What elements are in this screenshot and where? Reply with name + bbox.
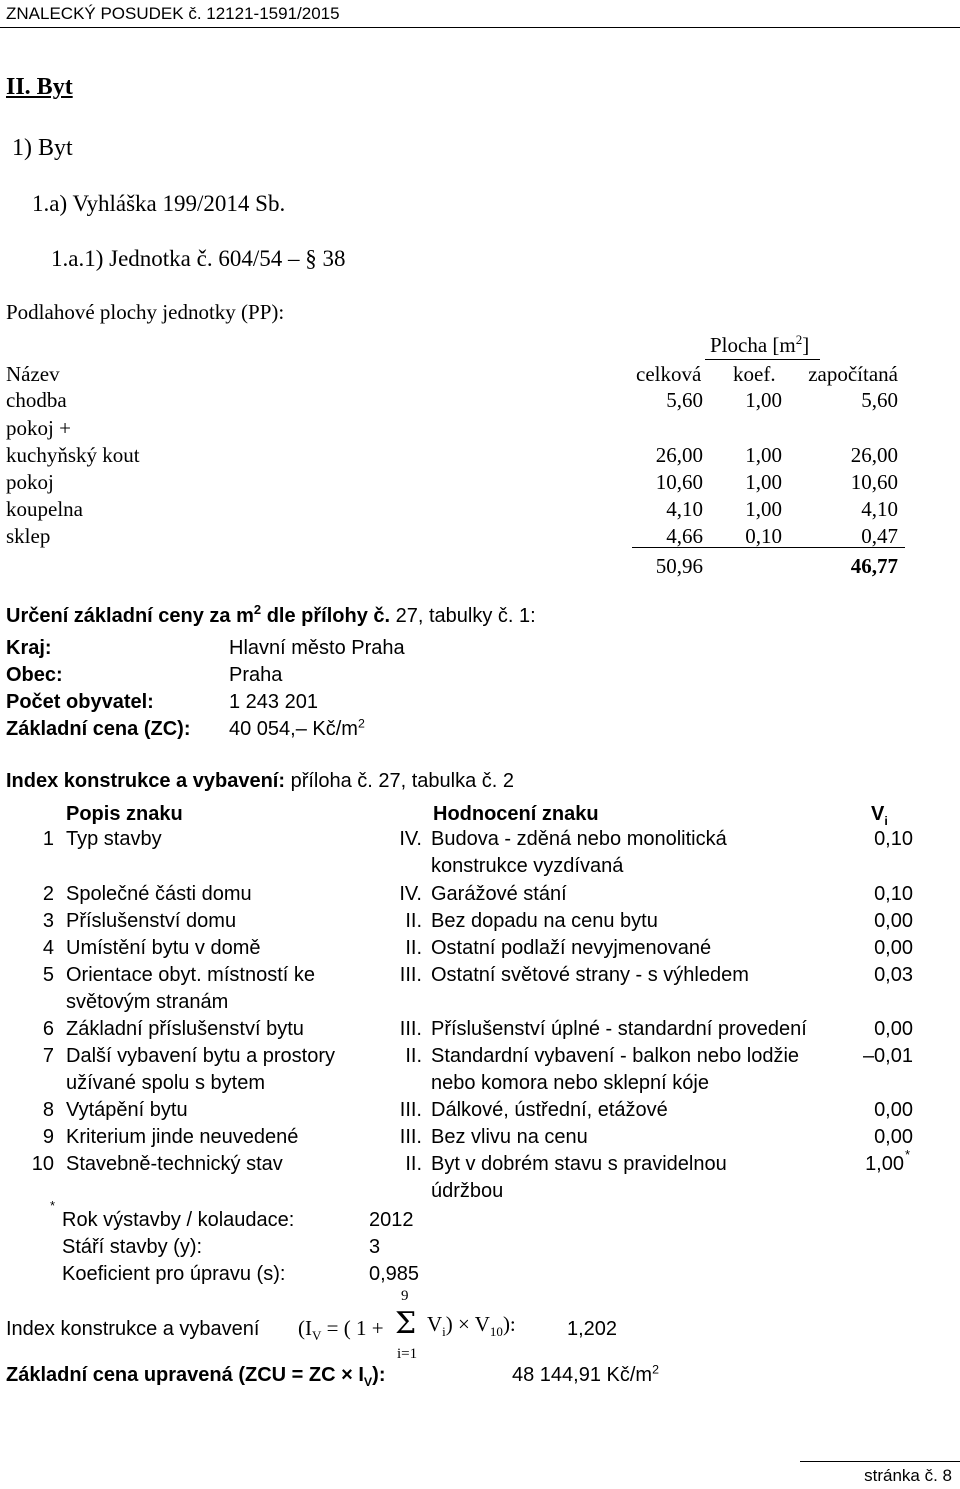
index-row-eval: Budova - zděná nebo monolitická xyxy=(431,828,727,850)
index-row-desc-2: světovým stranám xyxy=(66,991,229,1013)
index-col-vi-sub: i xyxy=(884,814,888,828)
index-row-vi: 0,00 xyxy=(874,1018,913,1040)
formula-expr xyxy=(298,1316,384,1344)
index-row-eval-2: konstrukce vyzdívaná xyxy=(431,855,624,877)
floor-row-total: 4,10 xyxy=(666,497,703,521)
floor-title: Podlahové plochy jednotky (PP): xyxy=(6,300,285,324)
index-row-vi: 0,00 xyxy=(874,1099,913,1121)
index-row-vi: 0,10 xyxy=(874,828,913,850)
floor-row-counted: 5,60 xyxy=(861,388,898,412)
index-row-eval: Bez dopadu na cenu bytu xyxy=(431,910,658,932)
index-row-number: 6 xyxy=(42,1018,54,1040)
header-title: ZNALECKÝ POSUDEK č. 12121-1591/2015 xyxy=(6,4,340,23)
floor-group-header-text: Plocha [m xyxy=(710,333,796,357)
index-row-vi: 0,00 xyxy=(874,1126,913,1148)
floor-group-header-sup: 2 xyxy=(795,332,803,347)
heading-jednotka xyxy=(51,246,345,272)
floor-row-counted: 26,00 xyxy=(850,443,898,467)
floor-row-total: 26,00 xyxy=(655,443,703,467)
index-row-eval-2: údržbou xyxy=(431,1180,504,1202)
footer-rule xyxy=(800,1461,960,1462)
zcu-label-b: ): xyxy=(372,1364,386,1386)
index-row-eval: Bez vlivu na cenu xyxy=(431,1126,588,1148)
floor-row-coef: 1,00 xyxy=(745,443,782,467)
heading-vyhlaska: 1.a) Vyhláška 199/2014 Sb. xyxy=(32,191,286,216)
page-header xyxy=(0,0,960,28)
heading-section-ii: II. Byt xyxy=(6,74,73,100)
floor-row-name: pokoj xyxy=(6,470,54,494)
floor-row-coef: 1,00 xyxy=(745,388,782,412)
base-title-rest: 27, tabulky č. 1: xyxy=(390,605,536,627)
zc-value xyxy=(229,718,365,741)
zcu-value-sup: 2 xyxy=(652,1362,659,1377)
base-title xyxy=(6,603,536,628)
index-row-grade: IV. xyxy=(399,828,422,850)
floor-row-name: sklep xyxy=(6,524,51,548)
index-row-grade: II. xyxy=(405,937,422,959)
formula-sub-v: V xyxy=(312,1328,322,1344)
floor-group-header xyxy=(710,333,809,358)
floor-row-counted: 4,10 xyxy=(861,497,898,521)
index-row-vi: –0,01 xyxy=(862,1045,913,1067)
floor-row-total: 5,60 xyxy=(666,388,703,412)
index-row-desc: Vytápění bytu xyxy=(66,1099,188,1121)
index-row-grade: II. xyxy=(405,910,422,932)
floor-sum-total: 50,96 xyxy=(655,554,703,578)
index-row-number: 8 xyxy=(42,1099,54,1121)
floor-row-name: chodba xyxy=(6,388,67,412)
index-row-number: 9 xyxy=(42,1126,54,1148)
formula-label: Index konstrukce a vybavení xyxy=(6,1318,260,1340)
note-rok-label: Rok výstavby / kolaudace: xyxy=(62,1209,295,1231)
footer-page: stránka č. 8 xyxy=(864,1466,952,1485)
formula-mid: = ( 1 + xyxy=(321,1316,384,1340)
header-rule xyxy=(0,27,960,28)
floor-col-total: celková xyxy=(636,362,702,386)
index-row-desc: Kriterium jinde neuvedené xyxy=(66,1126,299,1148)
formula-vi: V xyxy=(427,1312,443,1336)
index-row-vi: 0,00 xyxy=(874,937,913,959)
floor-sum-rule xyxy=(632,547,905,548)
index-row-desc: Příslušenství domu xyxy=(66,910,237,932)
index-row-number: 4 xyxy=(42,937,54,959)
index-title-rest: příloha č. 27, tabulka č. 2 xyxy=(285,770,515,792)
index-row-grade: II. xyxy=(405,1153,422,1175)
zc-value-text: 40 054,– Kč/m xyxy=(229,718,358,740)
formula-v10-sub: 10 xyxy=(489,1324,503,1340)
index-col-eval: Hodnocení znaku xyxy=(433,803,599,825)
formula-value: 1,202 xyxy=(567,1318,618,1340)
note-stari-label: Stáří stavby (y): xyxy=(62,1236,203,1258)
pocet-value: 1 243 201 xyxy=(229,691,318,713)
kraj-label: Kraj: xyxy=(6,637,52,659)
zcu-label xyxy=(6,1364,385,1387)
floor-row-coef: 1,00 xyxy=(745,497,782,521)
index-row-number: 2 xyxy=(42,883,54,905)
formula-open: (I xyxy=(298,1316,312,1340)
floor-row-counted: 10,60 xyxy=(850,470,898,494)
index-row-grade: IV. xyxy=(399,883,422,905)
index-row-desc-2: užívané spolu s bytem xyxy=(66,1072,265,1094)
index-row-desc: Umístění bytu v domě xyxy=(66,937,261,959)
index-row-grade: III. xyxy=(399,1099,422,1121)
floor-row-coef: 0,10 xyxy=(745,524,782,548)
zcu-label-a: Základní cena upravená (ZCU = ZC × I xyxy=(6,1364,364,1386)
index-row-desc: Základní příslušenství bytu xyxy=(66,1018,304,1040)
formula-sum-top: 9 xyxy=(401,1288,409,1304)
kraj-value: Hlavní město Praha xyxy=(229,637,405,659)
index-row-grade: III. xyxy=(399,964,422,986)
formula-sum-sign: Σ xyxy=(395,1306,417,1341)
zc-value-sup: 2 xyxy=(357,716,365,731)
index-row-vi-mark: * xyxy=(905,1147,911,1162)
index-row-number: 7 xyxy=(42,1045,54,1067)
floor-row-name: koupelna xyxy=(6,497,83,521)
index-row-vi: 0,03 xyxy=(874,964,913,986)
base-title-sup: 2 xyxy=(253,602,262,617)
index-col-vi-text: V xyxy=(871,803,885,825)
zcu-value-text: 48 144,91 Kč/m xyxy=(512,1364,653,1386)
index-row-desc: Další vybavení bytu a prostory xyxy=(66,1045,336,1067)
formula-times: ) × V xyxy=(445,1312,490,1336)
index-row-eval-2: nebo komora nebo sklepní kóje xyxy=(431,1072,709,1094)
formula-sum-bottom: i=1 xyxy=(397,1346,418,1362)
floor-row-name: pokoj + xyxy=(6,416,71,440)
floor-row-total: 10,60 xyxy=(655,470,703,494)
index-row-desc: Stavebně-technický stav xyxy=(66,1153,283,1175)
note-star: * xyxy=(50,1198,56,1213)
floor-row-total: 4,66 xyxy=(666,524,703,548)
note-koef-value: 0,985 xyxy=(369,1263,420,1285)
heading-byt: 1) Byt xyxy=(12,135,73,161)
index-row-eval: Standardní vybavení - balkon nebo lodžie xyxy=(431,1045,800,1067)
note-stari-value: 3 xyxy=(369,1236,381,1258)
index-row-vi: 1,00 xyxy=(865,1153,904,1175)
pocet-label: Počet obyvatel: xyxy=(6,691,154,713)
floor-col-name: Název xyxy=(6,362,60,386)
floor-col-counted: započítaná xyxy=(808,362,898,386)
floor-group-header-end: ] xyxy=(802,333,810,357)
index-row-eval: Byt v dobrém stavu s pravidelnou xyxy=(431,1153,727,1175)
obec-value: Praha xyxy=(229,664,283,686)
index-row-grade: III. xyxy=(399,1018,422,1040)
floor-row-name-2: kuchyňský kout xyxy=(6,443,140,467)
index-title xyxy=(6,770,514,793)
floor-sum-counted: 46,77 xyxy=(850,554,898,578)
floor-row-counted: 0,47 xyxy=(861,524,898,548)
zcu-value xyxy=(512,1364,659,1387)
floor-col-coef: koef. xyxy=(733,362,776,386)
index-row-number: 3 xyxy=(42,910,54,932)
index-row-eval: Ostatní podlaží nevyjmenované xyxy=(431,937,712,959)
formula-tail xyxy=(427,1312,516,1340)
formula-close: ): xyxy=(502,1312,516,1336)
formula-vi-sub: i xyxy=(442,1324,446,1340)
zcu-label-sub: V xyxy=(363,1375,373,1389)
note-rok-value: 2012 xyxy=(369,1209,414,1231)
index-title-bold: Index konstrukce a vybavení: xyxy=(6,770,286,792)
floor-group-rule xyxy=(705,359,820,360)
index-row-grade: II. xyxy=(405,1045,422,1067)
index-col-desc: Popis znaku xyxy=(66,803,183,825)
index-row-number: 1 xyxy=(42,828,54,850)
zc-label: Základní cena (ZC): xyxy=(6,718,191,740)
index-row-vi: 0,00 xyxy=(874,910,913,932)
index-row-eval: Dálkové, ústřední, etážové xyxy=(431,1099,668,1121)
index-col-vi xyxy=(871,803,888,826)
index-row-eval: Ostatní světové strany - s výhledem xyxy=(431,964,749,986)
index-row-desc: Společné části domu xyxy=(66,883,252,905)
index-row-grade: III. xyxy=(399,1126,422,1148)
obec-label: Obec: xyxy=(6,664,63,686)
note-koef-label: Koeficient pro úpravu (s): xyxy=(62,1263,286,1285)
base-title-bold: Určení základní ceny za m xyxy=(6,605,254,627)
floor-row-coef: 1,00 xyxy=(745,470,782,494)
index-row-vi: 0,10 xyxy=(874,883,913,905)
index-row-desc: Typ stavby xyxy=(66,828,162,850)
heading-jednotka-section: § 38 xyxy=(305,246,346,271)
index-row-number: 10 xyxy=(31,1153,54,1175)
index-row-eval: Garážové stání xyxy=(431,883,567,905)
index-row-number: 5 xyxy=(42,964,54,986)
base-title-bold-2: dle přílohy č. xyxy=(261,605,391,627)
index-row-desc: Orientace obyt. místností ke xyxy=(66,964,315,986)
index-row-eval: Příslušenství úplné - standardní provedení xyxy=(431,1018,807,1040)
heading-jednotka-text: 1.a.1) Jednotka č. 604/54 – xyxy=(51,246,306,271)
